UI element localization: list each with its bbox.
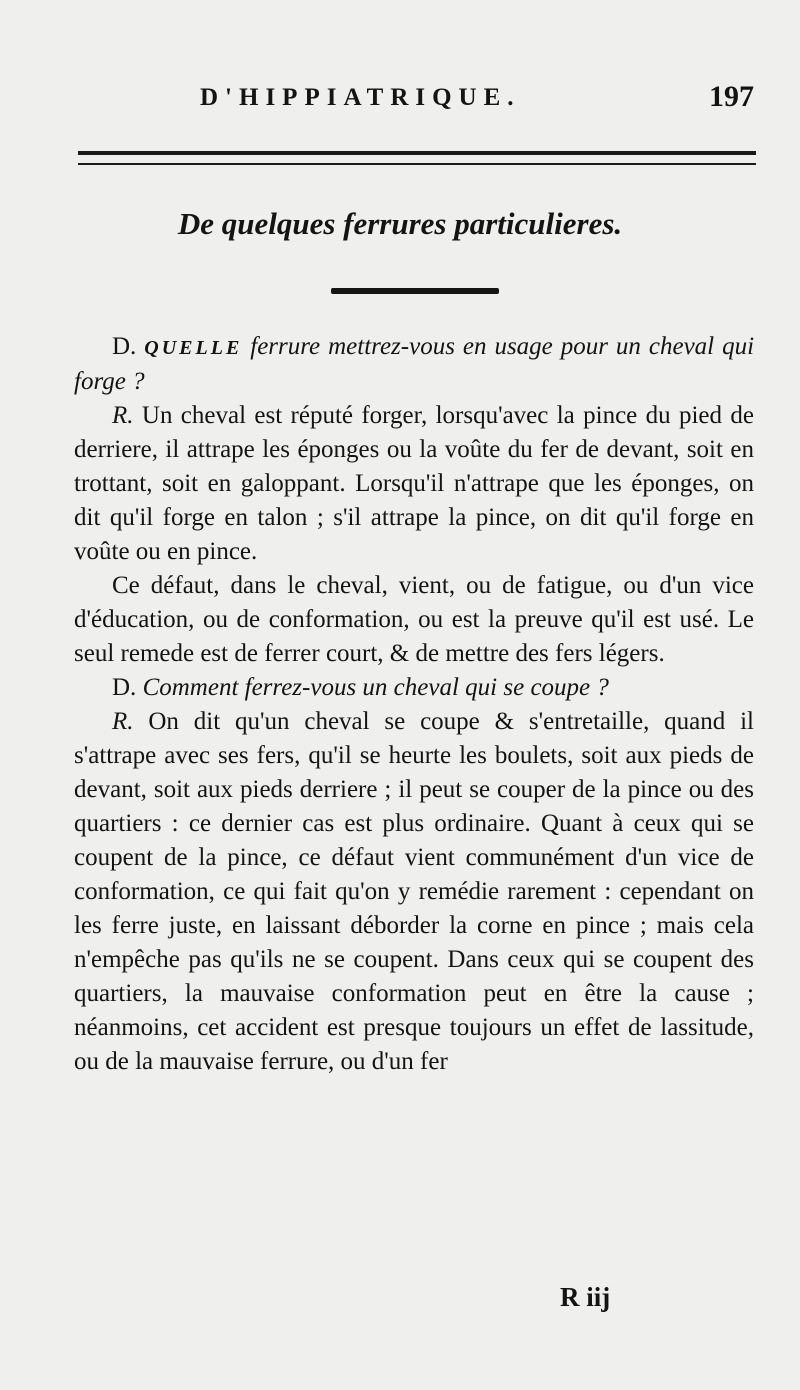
header-rule-thick bbox=[78, 151, 756, 155]
body-text bbox=[74, 330, 754, 1079]
question-1-initial: QUELLE bbox=[144, 337, 243, 359]
answer-2-text: On dit qu'un cheval se coupe & s'entretaille, quand il s'attrape avec ses fers, qu'il se heurte les boulets, soit aux pieds de devant, soit aux pieds derriere ; il peut se couper de la pince ou des quartiers : ce dernier cas est plus ordinaire. Quant à ceux qui se coupent de la pince, ce défaut vient communément d'un vice de conformation, ce qui fait qu'on y remédie rarement : cependant on les ferre juste, en laissant déborder la corne en pince ; mais cela n'empêche pas qu'ils ne se coupent. Dans ceux qui se coupent des quartiers, la mauvaise conformation peut en être la cause ; néanmoins, cet accident est presque toujours un effet de lassitude, ou de la mauvaise ferrure, ou d'un fer bbox=[74, 708, 754, 1075]
question-2-text: Comment ferrez-vous un cheval qui se coupe ? bbox=[142, 674, 609, 701]
signature-mark: R iij bbox=[560, 1282, 611, 1312]
paragraph-2: Ce défaut, dans le cheval, vient, ou de fatigue, ou d'un vice d'éducation, ou de conformation, ou est la preuve qu'il est usé. Le seul remede est de ferrer court, & de mettre des fers légers. bbox=[74, 572, 754, 667]
title-ornament-rule bbox=[331, 288, 499, 294]
header-rule-thin bbox=[78, 163, 756, 165]
answer-1-label: R. bbox=[112, 402, 134, 429]
question-1-text: ferrure mettrez-vous en usage pour un cheval qui forge ? bbox=[74, 333, 755, 395]
answer-1-text: Un cheval est réputé forger, lorsqu'avec la pince du pied de derriere, il attrape les éponges ou la voûte du fer de devant, soit en trottant, soit en galoppant. Lorsqu'il n'attrape que les éponges, on dit qu'il forge en talon ; s'il attrape la pince, on dit qu'il forge en voûte ou en pince. bbox=[74, 402, 754, 565]
running-title: D'HIPPIATRIQUE. bbox=[200, 84, 521, 111]
section-title: De quelques ferrures particulieres. bbox=[177, 206, 623, 241]
question-2 bbox=[74, 671, 754, 705]
answer-2 bbox=[74, 705, 754, 1079]
answer-1 bbox=[74, 399, 754, 569]
page-number: 197 bbox=[709, 80, 754, 113]
question-1 bbox=[74, 330, 754, 399]
question-1-label: D. bbox=[112, 333, 137, 360]
answer-2-label: R. bbox=[112, 708, 134, 735]
question-2-label: D. bbox=[112, 674, 137, 701]
running-head bbox=[200, 78, 760, 122]
